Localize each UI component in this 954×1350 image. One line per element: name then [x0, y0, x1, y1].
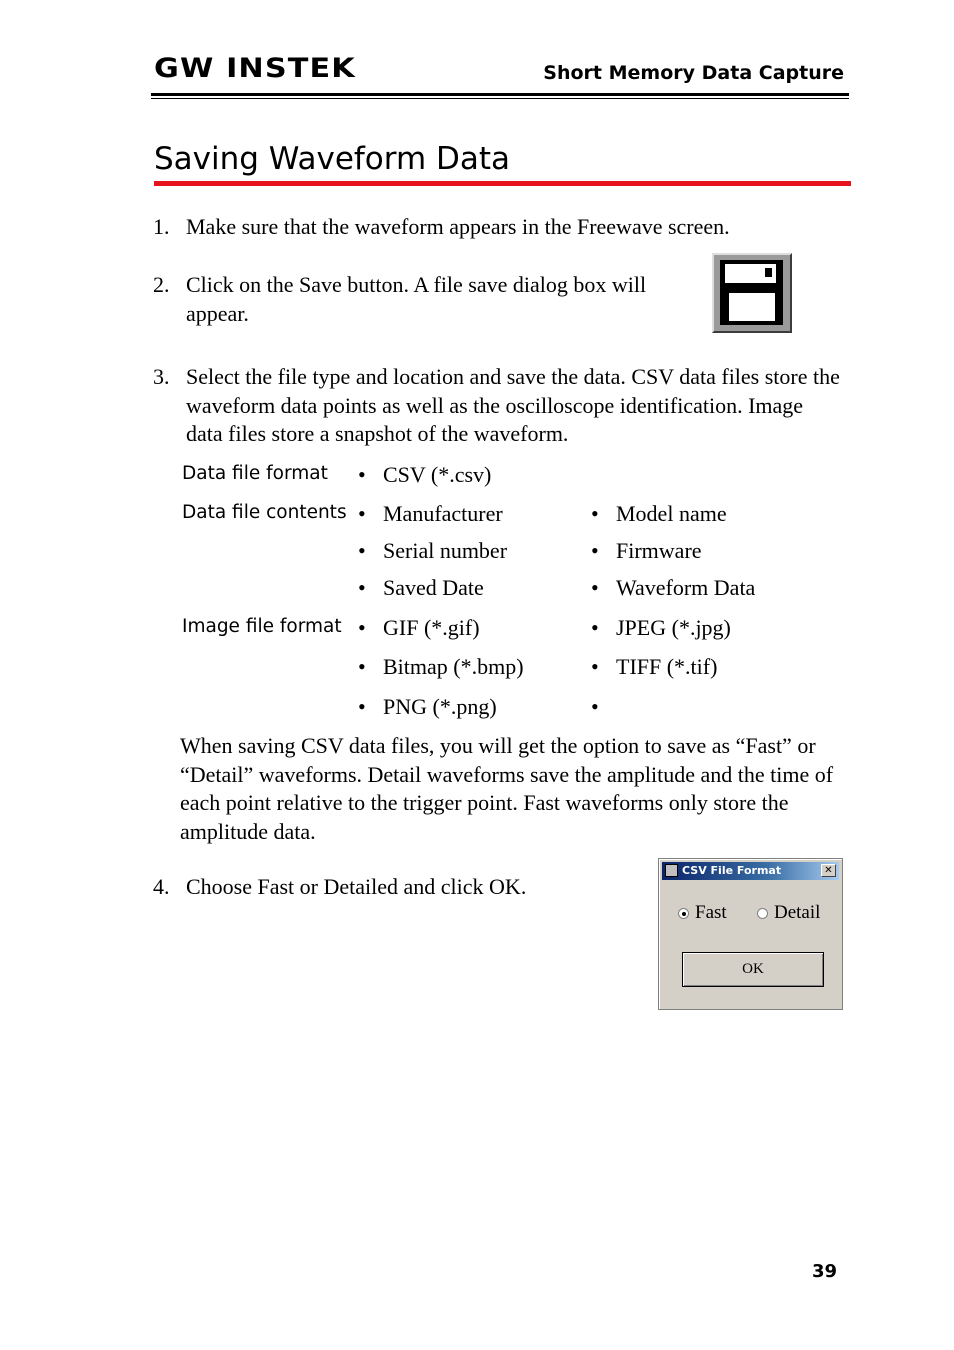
header-rule-thin	[151, 98, 849, 99]
radio-detail-label[interactable]: Detail	[774, 902, 821, 923]
bullet-text: Firmware	[616, 538, 702, 563]
step-number: 3.	[153, 364, 170, 389]
csv-file-format-dialog	[658, 858, 843, 1010]
bullet-dot: •	[358, 575, 366, 600]
bullet-text: Serial number	[383, 538, 508, 563]
bullet-dot: •	[591, 501, 599, 526]
header-rule	[151, 93, 849, 96]
close-icon: ✕	[824, 865, 833, 876]
bullet-dot: •	[358, 462, 366, 487]
title-underline	[154, 181, 851, 186]
app-window-icon	[665, 864, 678, 877]
bullet-text: JPEG (*.jpg)	[616, 615, 731, 640]
step-3	[153, 363, 843, 449]
dialog-title: CSV File Format	[682, 864, 782, 877]
bullet-text: Waveform Data	[616, 575, 756, 600]
bullet-text: GIF (*.gif)	[383, 615, 480, 640]
bullet-dot: •	[591, 694, 599, 719]
step-text: Select the file type and location and save the data. CSV data files store the waveform data points as well as the oscilloscope identification. Image data files store a snapshot of the waveform.	[186, 364, 840, 446]
ok-button[interactable]: OK	[682, 952, 824, 987]
bullet-dot: •	[358, 654, 366, 679]
step-number: 4.	[153, 874, 170, 899]
bullet-text: PNG (*.png)	[383, 694, 497, 719]
bullet-text: Saved Date	[383, 575, 484, 600]
gw-instek-logo: GW INSTEK	[154, 53, 356, 84]
save-floppy-icon	[712, 253, 792, 333]
step-text: Make sure that the waveform appears in the Freewave screen.	[186, 214, 730, 239]
step-text: Click on the Save button. A file save dialog box will appear.	[186, 272, 647, 326]
bullet-text: CSV (*.csv)	[383, 462, 492, 487]
page-number: 39	[812, 1261, 838, 1282]
dialog-title-bar	[662, 862, 839, 880]
bullet-dot: •	[591, 615, 599, 640]
section-title: Short Memory Data Capture	[543, 62, 844, 84]
step-4	[153, 873, 633, 902]
step-1	[153, 213, 843, 242]
close-button[interactable]	[821, 864, 836, 877]
radio-fast[interactable]	[678, 908, 689, 919]
step-text: Choose Fast or Detailed and click OK.	[186, 874, 527, 899]
step-number: 2.	[153, 272, 170, 297]
image-file-format-label: Image file format	[182, 616, 342, 637]
bullet-dot: •	[358, 538, 366, 563]
bullet-dot: •	[591, 538, 599, 563]
radio-fast-label[interactable]: Fast	[695, 902, 727, 923]
bullet-text: Manufacturer	[383, 501, 503, 526]
bullet-dot: •	[358, 694, 366, 719]
bullet-text: Bitmap (*.bmp)	[383, 654, 524, 679]
step-2	[153, 271, 713, 328]
bullet-text: TIFF (*.tif)	[616, 654, 718, 679]
step-number: 1.	[153, 214, 170, 239]
bullet-dot: •	[358, 501, 366, 526]
bullet-dot: •	[358, 615, 366, 640]
data-file-format-label: Data file format	[182, 463, 328, 484]
page-title: Saving Waveform Data	[154, 141, 511, 177]
radio-detail[interactable]	[757, 908, 768, 919]
bullet-text: Model name	[616, 501, 727, 526]
bullet-dot: •	[591, 654, 599, 679]
bullet-dot: •	[591, 575, 599, 600]
data-file-contents-label: Data file contents	[182, 502, 347, 523]
csv-note-paragraph: When saving CSV data files, you will get the option to save as “Fast” or “Detail” waveforms. Detail waveforms save the amplitude and the time of each point relative to the trigger point. Fast waveforms only store the amplitude data.	[180, 733, 834, 844]
